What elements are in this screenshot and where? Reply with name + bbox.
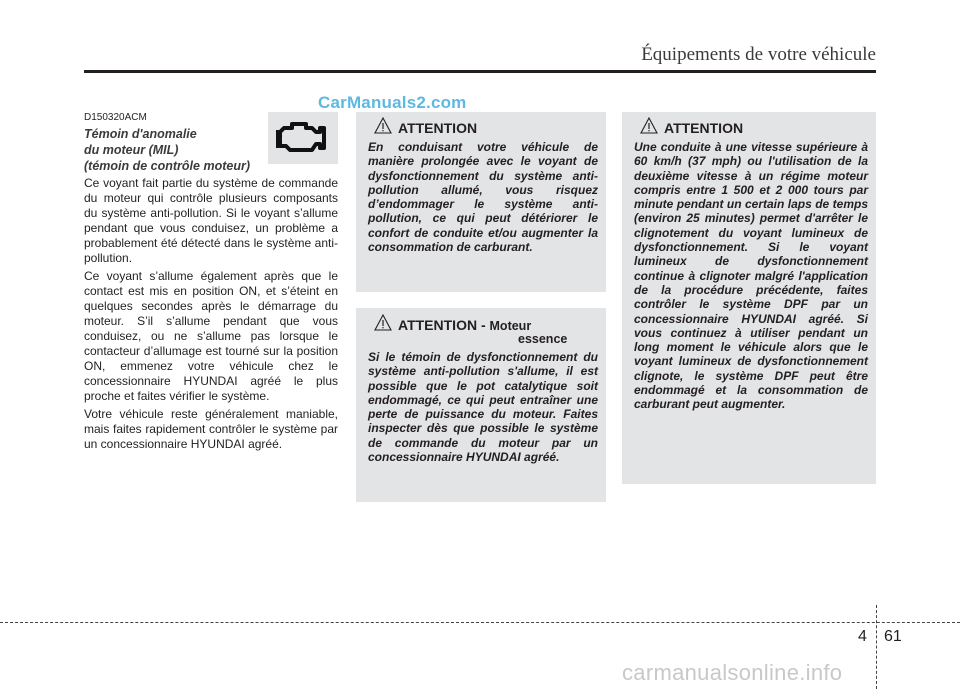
section-body [84, 176, 338, 455]
page-number: 61 [884, 628, 902, 645]
section-heading [84, 126, 274, 174]
warning-triangle-icon [640, 117, 658, 135]
warning-subtitle-text: Moteur [489, 319, 532, 333]
watermark-carmanualsonline[interactable]: carmanualsonline.info [622, 660, 843, 685]
watermark-carmanuals2[interactable]: CarManuals2.com [318, 93, 467, 112]
paragraph-2: Ce voyant s’allume également après que le contact est mis en position ON, et s’éteint en quelques secondes après le démarrage du moteur. S’il s’allume pendant que vous conduisez, ou ne s’allume pas lorsque le contacteur d’allumage est tourné sur la position ON, emmenez votre véhicule chez le concessionnaire HYUNDAI agréé le plus proche et faites vérifier le système. [84, 269, 338, 403]
warning-box-emissions [356, 112, 606, 292]
warning-box-title [634, 120, 868, 136]
warning-box-title [368, 317, 598, 346]
paragraph-3: Votre véhicule reste généralement maniable, mais faites rapidement contrôler le système par un concessionnaire HYUNDAI agréé. [84, 407, 338, 451]
heading-line-1: Témoin d'anomalie [84, 127, 197, 141]
warning-title-text: ATTENTION [664, 120, 744, 136]
paragraph-1: Ce voyant fait partie du système de commande du moteur qui contrôle plusieurs composants du système anti-pollution. Si le voyant s’allume pendant que vous conduisez, un problème a probablement été détecté dans le système anti-pollution. [84, 176, 338, 265]
warning-box-petrol-engine [356, 308, 606, 502]
section-code: D150320ACM [84, 112, 147, 123]
warning-box-text: Si le témoin de dysfonctionnement du système anti-pollution s'allume, il est possible que le pot catalytique soit endommagé, ce qui peut entraîner une perte de puissance du moteur. Faites inspecter dès que possible le système de commande du moteur par un concessionnaire HYUNDAI agréé. [368, 350, 598, 465]
heading-line-2: du moteur (MIL) [84, 143, 179, 157]
warning-triangle-icon [374, 314, 392, 332]
warning-triangle-icon [374, 117, 392, 135]
engine-warning-icon-box [268, 112, 338, 164]
heading-line-3: (témoin de contrôle moteur) [84, 159, 250, 173]
engine-check-icon [276, 120, 330, 156]
warning-box-dpf [622, 112, 876, 484]
page-header-title: Équipements de votre véhicule [641, 44, 876, 65]
warning-title-text: ATTENTION [398, 120, 478, 136]
warning-box-text: En conduisant votre véhicule de manière prolongée avec le voyant de dysfonctionnement du système anti-pollution allumé, vous risquez d’endommager le système anti-pollution, ce qui peut détériorer le confort de conduite et/ou augmenter la consommation de carburant. [368, 140, 598, 255]
header-rule [84, 70, 876, 73]
warning-subtitle-text-2: essence [518, 332, 568, 346]
warning-title-text: ATTENTION - [398, 317, 486, 333]
warning-box-title [368, 120, 598, 136]
footer-dashed-rule [0, 622, 960, 623]
warning-box-text: Une conduite à une vitesse supérieure à 60 km/h (37 mph) ou l'utilisation de la deuxième vitesse à un régime moteur compris entre 1 500 et 2 000 tours par minute pendant un certain laps de temps (environ 25 minutes) permet d'arrêter le clignotement du voyant lumineux de dysfonctionnement. Si le voyant lumineux de dysfonctionnement continue à clignoter malgré l'application de la procédure précédente, faites contrôler le système DPF par un concessionnaire HYUNDAI agréé. Si vous continuez à utiliser pendant un long moment le véhicule alors que le voyant lumineux de dysfonctionnement clignote, le système DPF peut être endommagé et la consommation de carburant peut augmenter. [634, 140, 868, 412]
footer-vertical-rule [876, 605, 877, 689]
chapter-number: 4 [858, 628, 867, 645]
